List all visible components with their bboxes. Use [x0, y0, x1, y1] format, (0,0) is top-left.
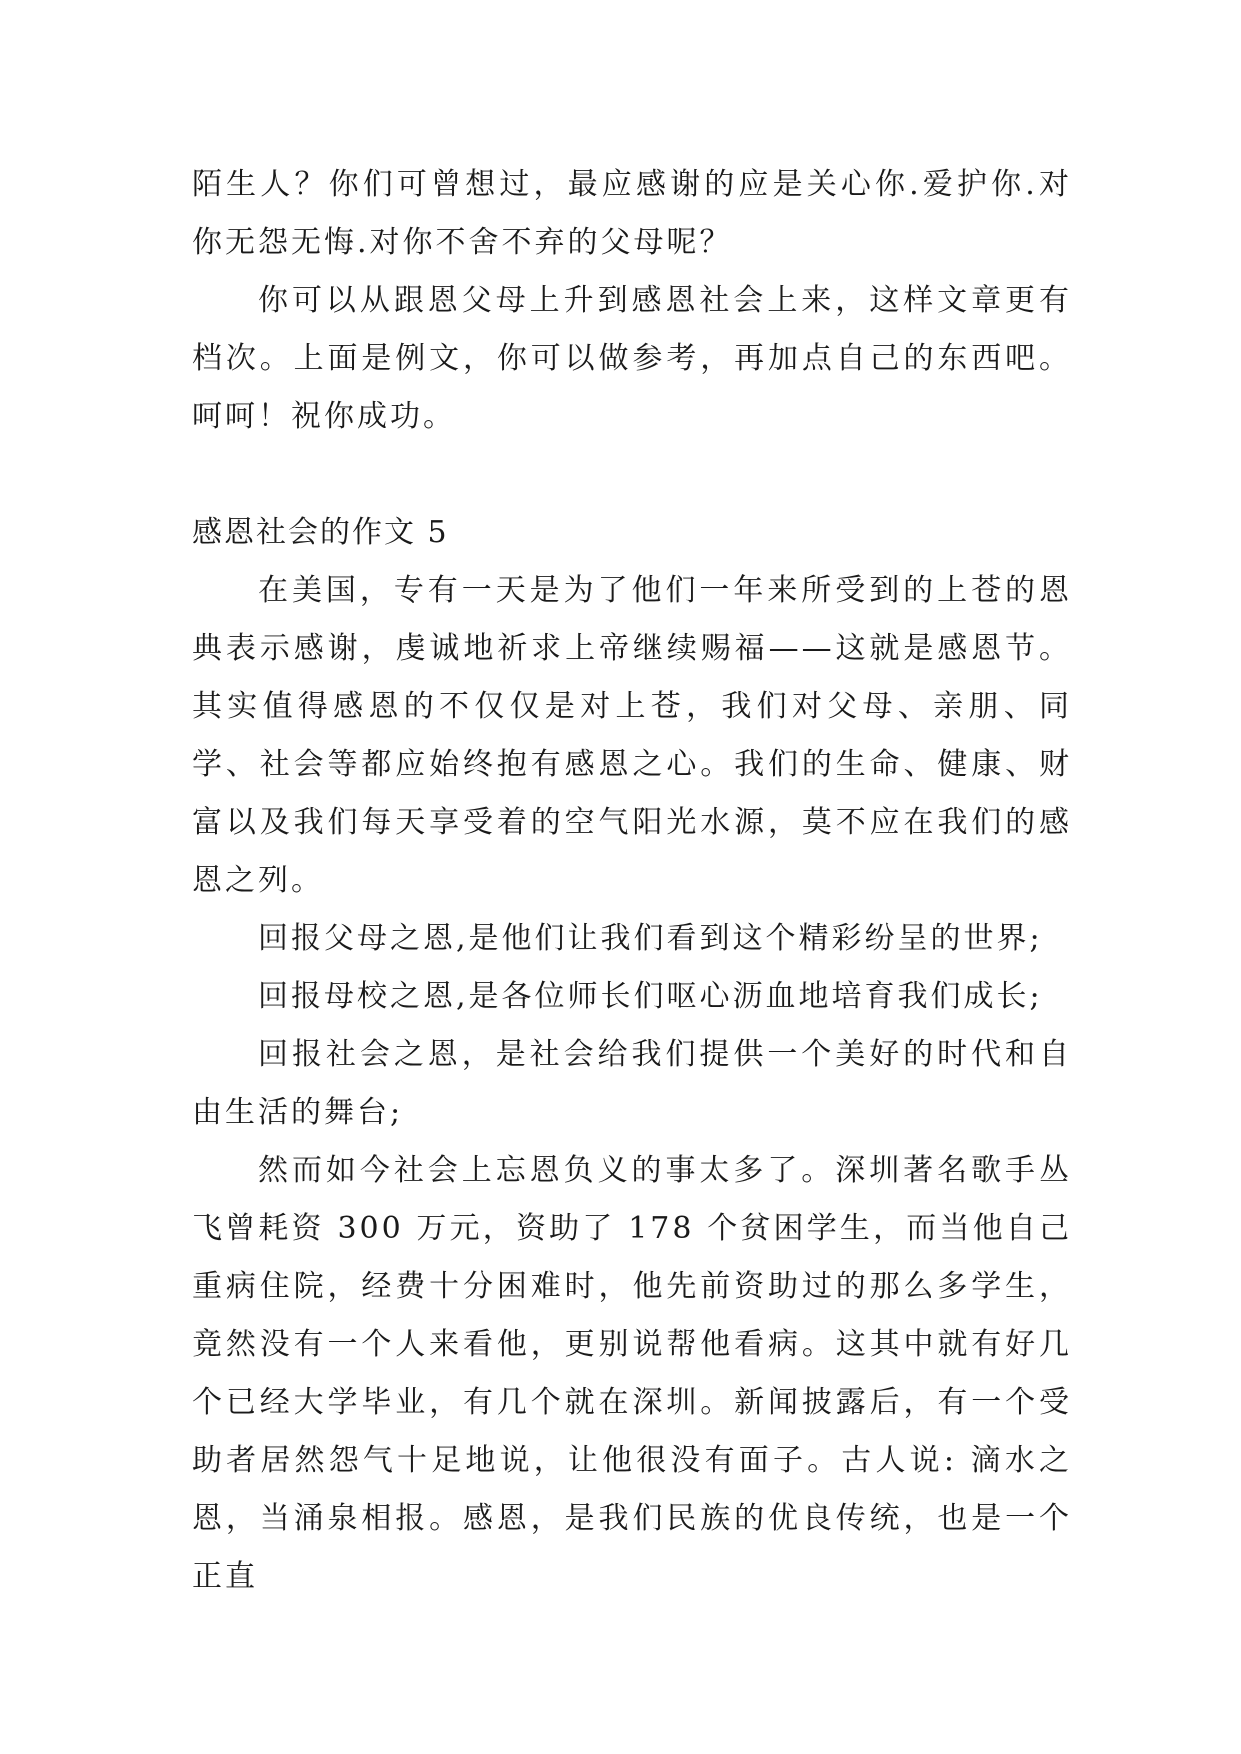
- document-page: [192, 156, 1072, 1606]
- paragraph-continued: 陌生人？你们可曾想过，最应感谢的应是关心你.爱护你.对你无怨无悔.对你不舍不弃的父母呢？: [192, 167, 1072, 260]
- paragraph-thanksgiving: 在美国，专有一天是为了他们一年来所受到的上苍的恩典表示感谢，虔诚地祈求上帝继续赐福——这就是感恩节。其实值得感恩的不仅仅是对上苍，我们对父母、亲朋、同学、社会等都应始终抱有感恩之心。我们的生命、健康、财富以及我们每天享受着的空气阳光水源，莫不应在我们的感恩之列。: [192, 573, 1072, 898]
- paragraph-advice: 你可以从跟恩父母上升到感恩社会上来，这样文章更有档次。上面是例文，你可以做参考，再加点自己的东西吧。呵呵！祝你成功。: [192, 283, 1072, 434]
- paragraph-repay-school: 回报母校之恩,是各位师长们呕心沥血地培育我们成长;: [258, 979, 1043, 1014]
- paragraph-ingratitude: 然而如今社会上忘恩负义的事太多了。深圳著名歌手丛飞曾耗资 300 万元，资助了 178 个贫困学生，而当他自己重病住院，经费十分困难时，他先前资助过的那么多学生，竟然没有一个人来看他，更别说帮他看病。这其中就有好几个已经大学毕业，有几个就在深圳。新闻披露后，有一个受助者居然怨气十足地说，让他很没有面子。古人说: 滴水之恩，当涌泉相报。感恩，是我们民族的优良传统，也是一个正直: [192, 1153, 1072, 1594]
- section-spacer: [192, 446, 1072, 504]
- paragraph-repay-society: 回报社会之恩，是社会给我们提供一个美好的时代和自由生活的舞台;: [192, 1037, 1072, 1130]
- paragraph-repay-parents: 回报父母之恩,是他们让我们看到这个精彩纷呈的世界;: [258, 921, 1043, 956]
- section-title: 感恩社会的作文 5: [192, 515, 449, 550]
